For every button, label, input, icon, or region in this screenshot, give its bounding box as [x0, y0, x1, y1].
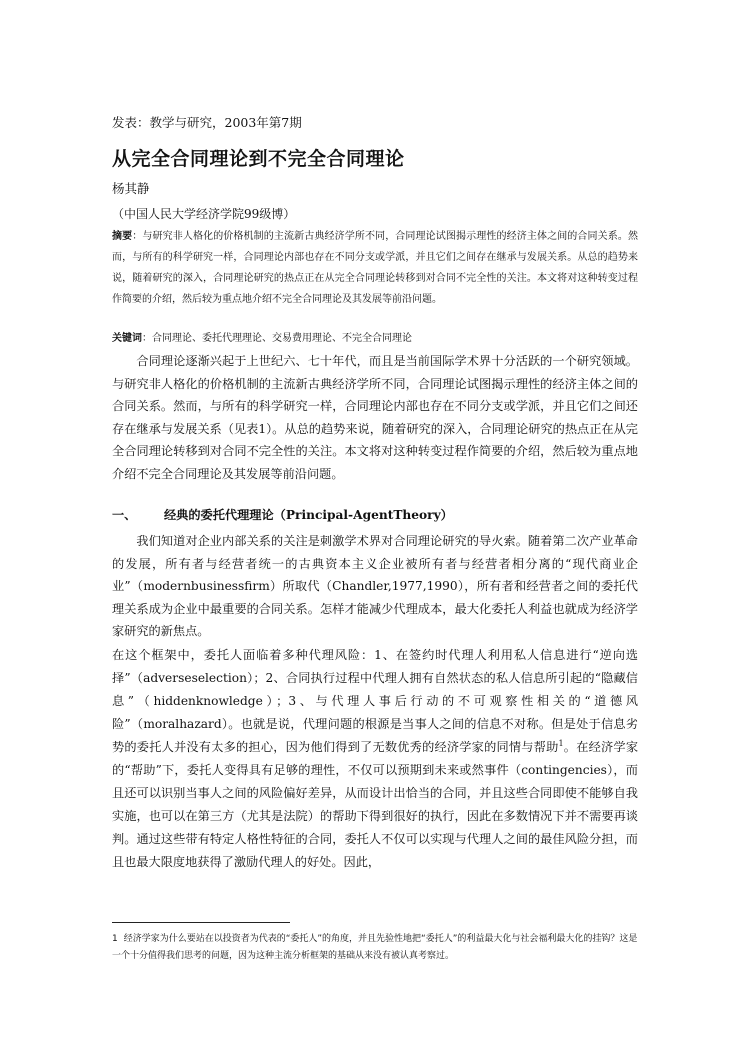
abstract-text: ：与研究非人格化的价格机制的主流新古典经济学所不同，合同理论试图揭示理性的经济主体之间的合同关系。然而，与所有的科学研究一样，合同理论内部也存在不同分支或学派，并且它们之间存在继承与发展关系。从总的趋势来说，随着研究的深入，合同理论研究的热点正在从完全合同理论转移到对合同不完全性的关注。本文将对这种转变过程作简要的介绍，然后较为重点地介绍不完全合同理论及其发展等前沿问题。 [112, 231, 639, 305]
section-heading [112, 506, 638, 523]
section-paragraph-2 [112, 644, 638, 874]
keywords [112, 330, 638, 348]
footnote-reference[interactable]: 1 [558, 738, 564, 748]
keywords-text: ：合同理论、委托代理理论、交易费用理论、不完全合同理论 [142, 333, 412, 344]
paper-title: 从完全合同理论到不完全合同理论 [112, 148, 405, 170]
footnote-divider [112, 922, 290, 923]
footnote [112, 931, 638, 965]
section-paragraph-1: 我们知道对企业内部关系的关注是刺激学术界对合同理论研究的导火索。随着第二次产业革命的发展，所有者与经营者统一的古典资本主义企业被所有者与经营者相分离的“现代商业企业”（modernbusinessfirm）所取代（Chandler,1977,1990），所有者和经营者之间的委托代理关系成为企业中最重要的合同关系。怎样才能减少代理成本，最大化委托人利益也就成为经济学家研究的新焦点。 [112, 534, 638, 639]
footnote-mark: 1 [112, 934, 118, 944]
keywords-label: 关键词 [112, 333, 142, 344]
author-affiliation: （中国人民大学经济学院99级博） [112, 207, 296, 221]
author-name: 杨其静 [112, 181, 150, 196]
intro-paragraph: 合同理论逐渐兴起于上世纪六、七十年代，而且是当前国际学术界十分活跃的一个研究领域。与研究非人格化的价格机制的主流新古典经济学所不同，合同理论试图揭示理性的经济主体之间的合同关系。然而，与所有的科学研究一样，合同理论内部也存在不同分支或学派，并且它们之间还存在继承与发展关系（见表1）。从总的趋势来说，随着研究的深入，合同理论研究的热点正在从完全合同理论转移到对合同不完全性的关注。本文将对这种转变过程作简要的介绍，然后较为重点地介绍不完全合同理论及其发展等前沿问题。 [112, 354, 638, 481]
footnote-text: 经济学家为什么要站在以投资者为代表的“委托人”的角度，并且先验性地把“委托人”的利益最大化与社会福利最大化的挂钩？这是一个十分值得我们思考的问题，因为这种主流分析框架的基础从来没有被认真考察过。 [112, 934, 638, 961]
publication-source: 发表：教学与研究，2003年第7期 [112, 115, 302, 130]
section-title: 经典的委托代理理论（Principal-AgentTheory） [164, 508, 453, 522]
section-number: 一、 [112, 508, 137, 522]
paragraph-text-part-2: 。在经济学家的“帮助”下，委托人变得具有足够的理性，不仅可以预期到未来或然事件（contingencies），而且还可以识别当事人之间的风险偏好差异，从而设计出恰当的合同，并且这些合同即使不能够自我实施，也可以在第三方（尤其是法院）的帮助下得到很好的执行，因此在多数情况下并不需要再谈判。通过这些带有特定人格性特征的合同，委托人不仅可以实现与代理人之间的最佳风险分担，而且也最大限度地获得了激励代理人的好处。因此， [112, 740, 639, 869]
abstract-label: 摘要 [112, 231, 133, 242]
abstract [112, 226, 638, 310]
paragraph-text-part-1: 在这个框架中，委托人面临着多种代理风险：1、在签约时代理人利用私人信息进行“逆向选择”（adverseselection）；2、合同执行过程中代理人拥有自然状态的私人信息所引起的“隐藏信息”（hiddenknowledge）；3、与代理人事后行动的不可观察性相关的“道德风险”（moralhazard）。也就是说，代理问题的根源是当事人之间的信息不对称。但是处于信息劣势的委托人并没有太多的担心，因为他们得到了无数优秀的经济学家的同情与帮助 [112, 648, 638, 754]
